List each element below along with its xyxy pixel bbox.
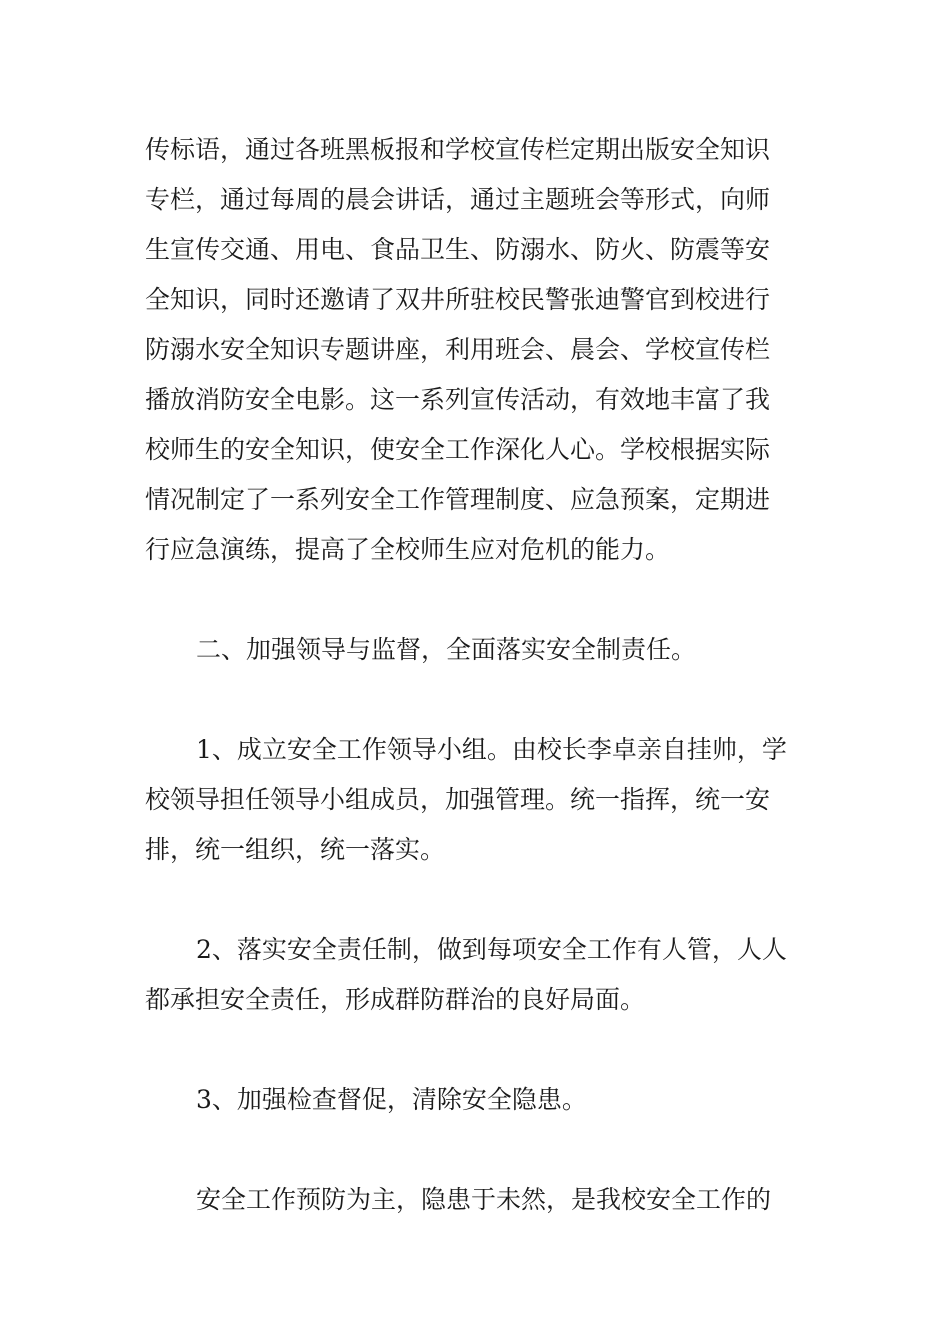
list-item-text: 3、加强检查督促，清除安全隐患。 <box>196 1085 587 1114</box>
body-text-line: 传标语，通过各班黑板报和学校宣传栏定期出版安全知识 <box>145 135 771 164</box>
body-text-line: 安全工作预防为主，隐患于未然，是我校安全工作的 <box>196 1185 772 1214</box>
body-text-line: 校师生的安全知识，使安全工作深化人心。学校根据实际 <box>145 435 771 464</box>
list-item-text: 排，统一组织，统一落实。 <box>145 835 446 864</box>
body-text-line: 全知识，同时还邀请了双井所驻校民警张迪警官到校进行 <box>145 285 771 314</box>
list-item-text: 1、成立安全工作领导小组。由校长李卓亲自挂帅，学 <box>196 735 787 764</box>
list-item-text: 校领导担任领导小组成员，加强管理。统一指挥，统一安 <box>145 785 771 814</box>
list-item-text: 都承担安全责任，形成群防群治的良好局面。 <box>145 985 646 1014</box>
body-text-line: 播放消防安全电影。这一系列宣传活动，有效地丰富了我 <box>145 385 771 414</box>
body-text-line: 生宣传交通、用电、食品卫生、防溺水、防火、防震等安 <box>145 235 771 264</box>
body-text-line: 情况制定了一系列安全工作管理制度、应急预案，定期进 <box>145 485 771 514</box>
body-text-line: 行应急演练，提高了全校师生应对危机的能力。 <box>145 535 671 564</box>
section-heading: 二、加强领导与监督，全面落实安全制责任。 <box>196 635 697 664</box>
list-item-text: 2、落实安全责任制，做到每项安全工作有人管，人人 <box>196 935 787 964</box>
body-text-line: 防溺水安全知识专题讲座，利用班会、晨会、学校宣传栏 <box>145 335 771 364</box>
body-text-line: 专栏，通过每周的晨会讲话，通过主题班会等形式，向师 <box>145 185 771 214</box>
